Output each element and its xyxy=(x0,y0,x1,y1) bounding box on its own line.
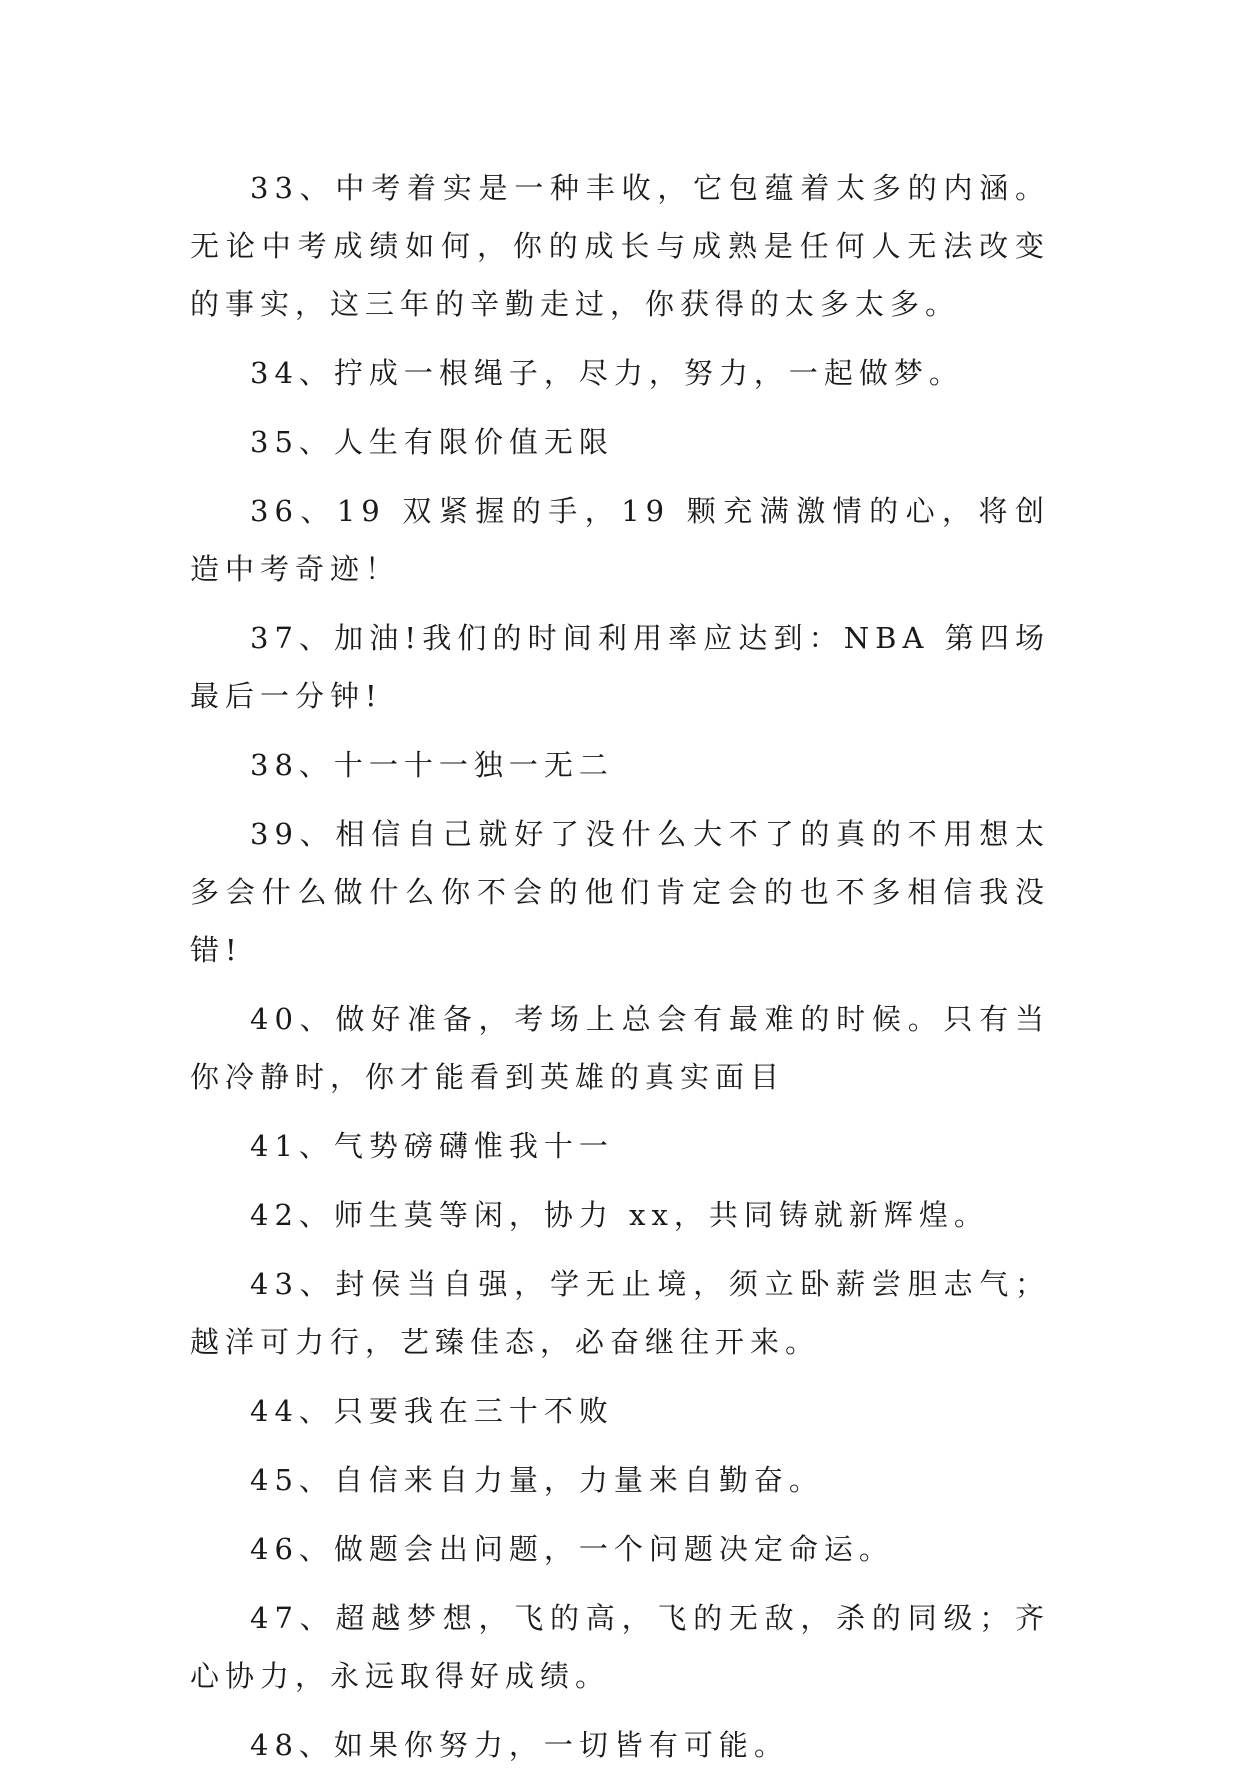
paragraph-35: 35、人生有限价值无限 xyxy=(250,425,614,459)
paragraph-47: 47、超越梦想，飞的高，飞的无敌，杀的同级；齐心协力，永远取得好成绩。 xyxy=(190,1601,1050,1693)
paragraph-45: 45、自信来自力量，力量来自勤奋。 xyxy=(250,1463,824,1497)
paragraph-40: 40、做好准备，考场上总会有最难的时候。只有当你冷静时，你才能看到英雄的真实面目 xyxy=(190,1002,1050,1094)
paragraph-44: 44、只要我在三十不败 xyxy=(250,1394,614,1428)
paragraph-46: 46、做题会出问题，一个问题决定命运。 xyxy=(250,1532,894,1566)
paragraph-48: 48、如果你努力，一切皆有可能。 xyxy=(250,1728,789,1762)
document-body xyxy=(190,159,1050,1785)
paragraph-39: 39、相信自己就好了没什么大不了的真的不用想太多会什么做什么你不会的他们肯定会的也不多相信我没错! xyxy=(190,817,1050,967)
paragraph-41: 41、气势磅礴惟我十一 xyxy=(250,1129,614,1163)
paragraph-34: 34、拧成一根绳子，尽力，努力，一起做梦。 xyxy=(250,356,964,390)
paragraph-38: 38、十一十一独一无二 xyxy=(250,748,614,782)
paragraph-37: 37、加油!我们的时间利用率应达到：NBA 第四场最后一分钟! xyxy=(190,621,1050,713)
paragraph-33: 33、中考着实是一种丰收，它包蕴着太多的内涵。无论中考成绩如何，你的成长与成熟是任何人无法改变的事实，这三年的辛勤走过，你获得的太多太多。 xyxy=(190,171,1050,321)
paragraph-43: 43、封侯当自强，学无止境，须立卧薪尝胆志气；越洋可力行，艺臻佳态，必奋继往开来。 xyxy=(190,1267,1050,1359)
paragraph-36: 36、19 双紧握的手，19 颗充满激情的心，将创造中考奇迹！ xyxy=(190,494,1050,586)
paragraph-42: 42、师生莫等闲，协力 xx，共同铸就新辉煌。 xyxy=(250,1198,989,1232)
